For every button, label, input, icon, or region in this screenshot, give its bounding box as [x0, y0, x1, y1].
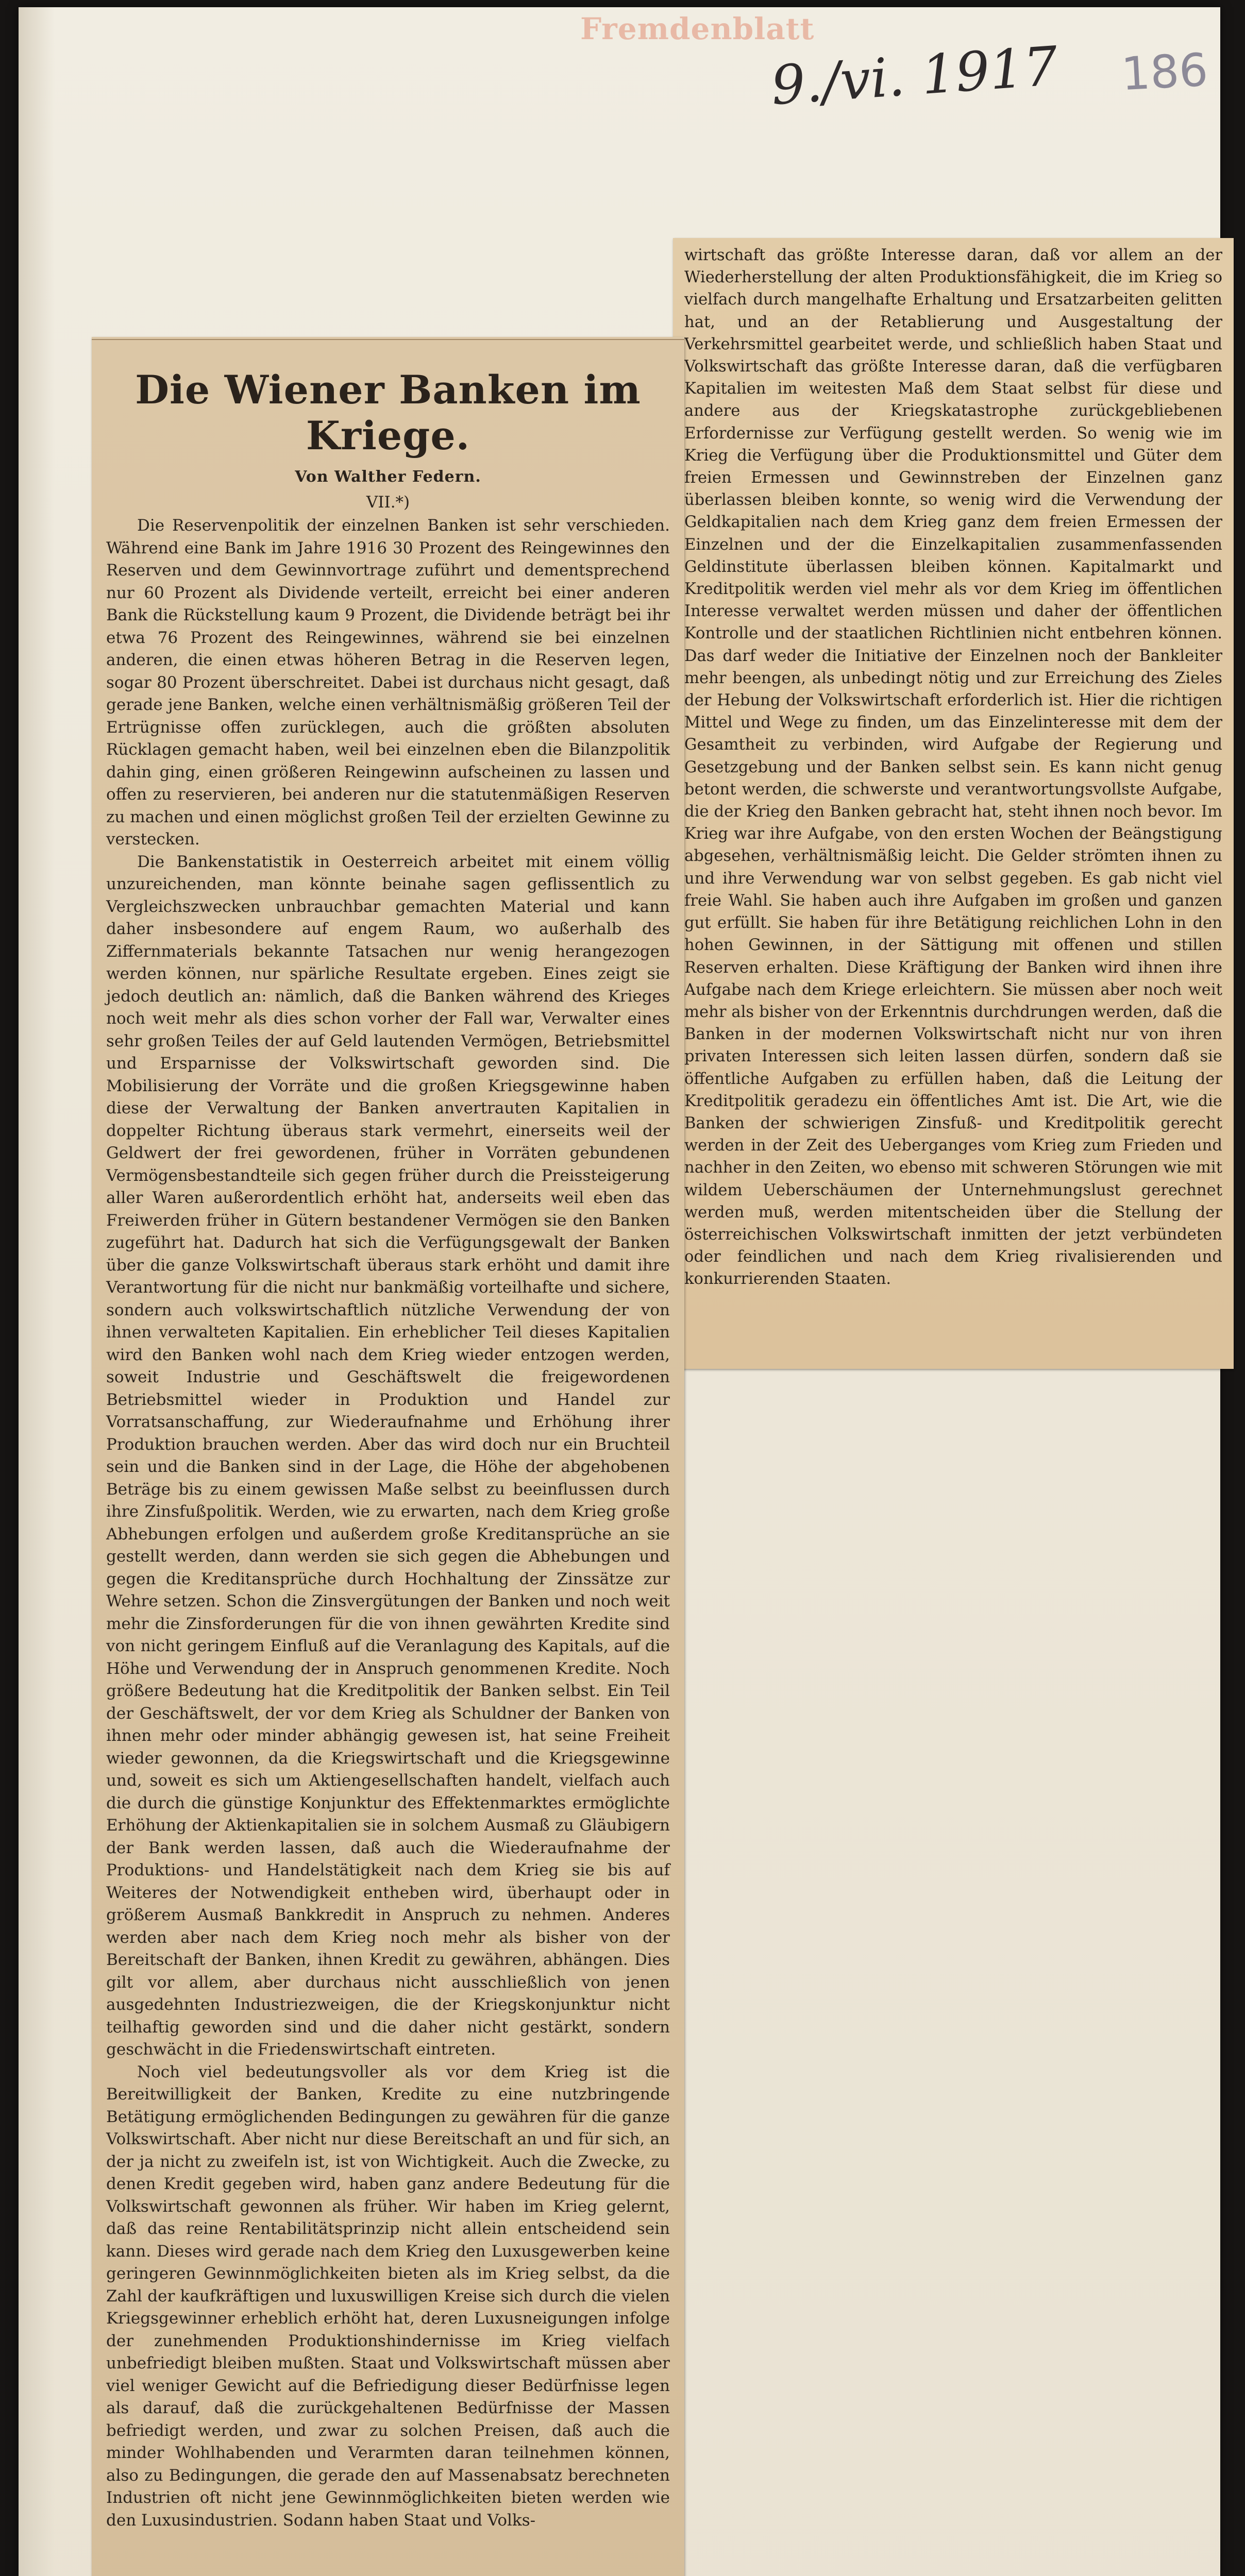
archive-scan-sheet	[19, 7, 1220, 2576]
handwritten-page-number: 186	[1120, 43, 1209, 101]
article-continuation-column	[684, 244, 1222, 1291]
article-paragraph: Die Bankenstatistik in Oesterreich arbeitet mit einem völlig unzureichenden, man könnte beinahe sagen geflissentlich zu Vergleichszwecken unbrauchbar gemachten Material und kann daher insbesondere auf engem Raum, wo außerhalb des Ziffernmaterials bekannte Tatsachen nur wenig herangezogen werden können, nur spärliche Resultate ergeben. Eines zeigt sie jedoch deutlich an: nämlich, daß die Banken während des Krieges noch weit mehr als dies schon vorher der Fall war, Verwalter eines sehr großen Teiles der auf Geld lautenden Vermögen, Betriebsmittel und Ersparnisse der Volkswirtschaft geworden sind. Die Mobilisierung der Vorräte und die großen Kriegsgewinne haben diese der Verwaltung der Banken anvertrauten Kapitalien in doppelter Richtung überaus stark vermehrt, einerseits weil der Geldwert der frei gewordenen, früher in Vorräten gebundenen Vermögensbestandteile sich gegen früher durch die Preissteigerung aller Waren außerordentlich erhöht hat, anderseits weil eben das Freiwerden früher in Gütern bestandener Vermögen sie den Banken zugeführt hat. Dadurch hat sich die Verfügungsgewalt der Banken über die ganze Volkswirtschaft überaus stark erhöht und damit ihre Verantwortung für die nicht nur bankmäßig vorteilhafte und sichere, sondern auch volkswirtschaftlich nützliche Verwendung der von ihnen verwalteten Kapitalien. Ein erheblicher Teil dieses Kapitalien wird den Banken wohl nach dem Krieg wieder entzogen werden, soweit Industrie und Geschäftswelt die freigewordenen Betriebsmittel wieder in Produktion und Handel zur Vorratsanschaffung, zur Wiederaufnahme und Erhöhung ihrer Produktion brauchen werden. Aber das wird doch nur ein Bruchteil sein und die Banken sind in der Lage, die Höhe der abgehobenen Beträge bis zu einem gewissen Maße selbst zu beeinflussen durch ihre Zinsfußpolitik. Werden, wie zu erwarten, nach dem Krieg große Abhebungen erfolgen und außerdem große Kreditansprüche an sie gestellt werden, dann werden sie sich gegen die Abhebungen und gegen die Kreditansprüche durch Hochhaltung der Zinssätze zur Wehre setzen. Schon die Zinsvergütungen der Banken und noch weit mehr die Zinsforderungen für die von ihnen gewährten Kredite sind von nicht geringem Einfluß auf die Veranlagung des Kapitals, auf die Höhe und Verwendung der in Anspruch genommenen Kredite. Noch größere Bedeutung hat die Kreditpolitik der Banken selbst. Ein Teil der Geschäftswelt, der vor dem Krieg als Schuldner der Banken von ihnen mehr oder minder abhängig gewesen ist, hat seine Freiheit wieder gewonnen, da die Kriegswirtschaft und die Kriegsgewinne und, soweit es sich um Aktiengesellschaften handelt, vielfach auch die durch die günstige Konjunktur des Effektenmarktes ermöglichte Erhöhung der Aktienkapitalien sie in solchem Ausmaß zu Gläubigern der Bank werden lassen, daß auch die Wiederaufnahme der Produktions- und Handelstätigkeit nach dem Krieg sie bis auf Weiteres der Notwendigkeit entheben wird, überhaupt oder in größerem Ausmaß Bankkredit in Anspruch zu nehmen. Anderes werden aber nach dem Krieg noch mehr als bisher von der Bereitschaft der Banken, ihnen Kredit zu gewähren, abhängen. Dies gilt vor allem, aber durchaus nicht ausschließlich von jenen ausgedehnten Industriezweigen, die der Kriegskonjunktur nicht teilhaftig geworden sind und die daher nicht gestärkt, sondern geschwächt in die Friedenswirtschaft eintreten.	[106, 852, 670, 2059]
newspaper-name-stamp: Fremdenblatt	[580, 11, 815, 46]
newspaper-clipping-continuation	[673, 238, 1234, 1369]
article-paragraph: Noch viel bedeutungsvoller als vor dem Krieg ist die Bereitwilligkeit der Banken, Kredite zu eine nutzbringende Betätigung ermöglichenden Bedingungen zu gewähren für die ganze Volkswirtschaft. Aber nicht nur diese Bereitschaft an und für sich, an der ja nicht zu zweifeln ist, ist von Wichtigkeit. Auch die Zwecke, zu denen Kredit gegeben wird, haben ganz andere Bedeutung für die Volkswirtschaft gewonnen als früher. Wir haben im Krieg gelernt, daß das reine Rentabilitätsprinzip nicht allein entscheidend sein kann. Dieses wird gerade nach dem Krieg den Luxusgewerben keine geringeren Gewinnmöglichkeiten bieten als im Krieg selbst, da die Zahl der kaufkräftigen und luxuswilligen Kreise sich durch die vielen Kriegsgewinner erheblich erhöht hat, deren Luxusneigungen infolge der zunehmenden Produktionshindernisse im Krieg vielfach unbefriedigt bleiben mußten. Staat und Volkswirtschaft müssen aber viel weniger Gewicht auf die Befriedigung dieser Bedürfnisse legen als darauf, daß die zurückgehaltenen Bedürfnisse der Massen befriedigt werden, und zwar zu solchen Preisen, daß auch die minder Wohlhabenden und Verarmten daran teilnehmen können, also zu Bedingungen, die gerade den auf Massenabsatz berechneten Industrien oft nicht jene Gewinnmöglichkeiten bieten werden wie den Luxusindustrien. Sodann haben Staat und Volks-	[106, 2062, 670, 2530]
article-title: Die Wiener Banken im Kriege.	[135, 367, 641, 459]
article-part-number: VII.*)	[366, 493, 410, 512]
article-paragraph: Die Reservenpolitik der einzelnen Banken ist sehr verschieden. Während eine Bank im Jahre 1916 30 Prozent des Reingewinnes den Reserven und dem Gewinnvortrage zuführt und dementsprechend nur 60 Prozent als Dividende verteilt, erreicht bei einer anderen Bank die Rückstellung kaum 9 Prozent, die Dividende beträgt bei ihr etwa 76 Prozent des Reingewinnes, während sie bei einzelnen anderen, die einen etwas höheren Betrag in die Reserven legen, sogar 80 Prozent überschreitet. Dabei ist durchaus nicht gesagt, daß gerade jene Banken, welche einen verhältnismäßig größeren Teil der Ertrügnisse offen zurücklegen, auch die größten absoluten Rücklagen gemacht haben, weil bei einzelnen eben die Bilanzpolitik dahin ging, einen größeren Reingewinn aufscheinen zu lassen und offen zu reservieren, bei anderen nur die statutenmäßigen Reserven zu machen und einen möglichst großen Teil der erzielten Gewinne zu verstecken.	[106, 516, 670, 849]
handwritten-date: 9./vi. 1917	[769, 34, 1060, 117]
article-main-column	[106, 515, 670, 2532]
clipping-cut-line	[92, 339, 684, 340]
newspaper-clipping-main	[92, 337, 684, 2576]
article-continuation-text: wirtschaft das größte Interesse daran, daß vor allem an der Wiederherstellung der alten Produktionsfähigkeit, die im Krieg so vielfach durch mangelhafte Erhaltung und Ersatzarbeiten gelitten hat, und an der Retablierung und Ausgestaltung der Verkehrsmittel gearbeitet werde, und schließlich haben Staat und Volkswirtschaft das größte Interesse daran, daß die verfügbaren Kapitalien im weitesten Maß dem Staat selbst für diese und andere aus der Kriegskatastrophe zurückgebliebenen Erfordernisse zur Verfügung gestellt werden. So wenig wie im Krieg die Verfügung über die Produktionsmittel und Güter dem freien Ermessen und Gewinnstreben der Einzelnen ganz überlassen bleiben konnte, so wenig wird die Verwendung der Geldkapitalien nach dem Krieg ganz dem freien Ermessen der Einzelnen und der die Einzelkapitalien zusammenfassenden Geldinstitute überlassen bleiben können. Kapitalmarkt und Kreditpolitik werden viel mehr als vor dem Krieg im öffentlichen Interesse verwaltet werden müssen und daher der öffentlichen Kontrolle und der staatlichen Richtlinien nicht entbehren können. Das darf weder die Initiative der Einzelnen noch der Bankleiter mehr beengen, als unbedingt nötig und zur Erreichung des Zieles der Hebung der Volkswirtschaft erforderlich ist. Hier die richtigen Mittel und Wege zu finden, um das Einzelinteresse mit dem der Gesamtheit zu verbinden, wird Aufgabe der Regierung und Gesetzgebung und der Banken selbst sein. Es kann nicht genug betont werden, die schwerste und verantwortungsvollste Aufgabe, die der Krieg den Banken gebracht hat, steht ihnen noch bevor. Im Krieg war ihre Aufgabe, von den ersten Wochen der Beängstigung abgesehen, verhältnismäßig leicht. Die Gelder strömten ihnen zu und ihre Verwendung war von selbst gegeben. Es gab nicht viel freie Wahl. Sie haben auch ihre Aufgaben im großen und ganzen gut erfüllt. Sie haben für ihre Betätigung reichlichen Lohn in den hohen Gewinnen, in der Sättigung mit offenen und stillen Reserven erhalten. Diese Kräftigung der Banken wird ihnen ihre Aufgabe nach dem Kriege erleichtern. Sie müssen aber noch weit mehr als bisher von der Erkenntnis durchdrungen werden, daß die Banken in der modernen Volkswirtschaft nicht nur von ihren privaten Interessen sich leiten lassen dürfen, sondern daß sie öffentliche Aufgaben zu erfüllen haben, daß die Leitung der Kreditpolitik geradezu ein öffentliches Amt ist. Die Art, wie die Banken der schwierigen Zinsfuß- und Kreditpolitik gerecht werden in der Zeit des Ueberganges vom Krieg zum Frieden und nachher in den Zeiten, wo ebenso mit schweren Störungen wie mit wildem Ueberschäumen der Unternehmungslust gerechnet werden muß, werden mitentscheiden über die Stellung der österreichischen Volkswirtschaft inmitten der jetzt verbündeten oder feindlichen und nach dem Krieg rivalisierenden und konkurrierenden Staaten.	[684, 246, 1222, 1289]
paper-edge-shadow	[19, 7, 55, 2576]
article-byline: Von Walther Federn.	[295, 468, 481, 486]
